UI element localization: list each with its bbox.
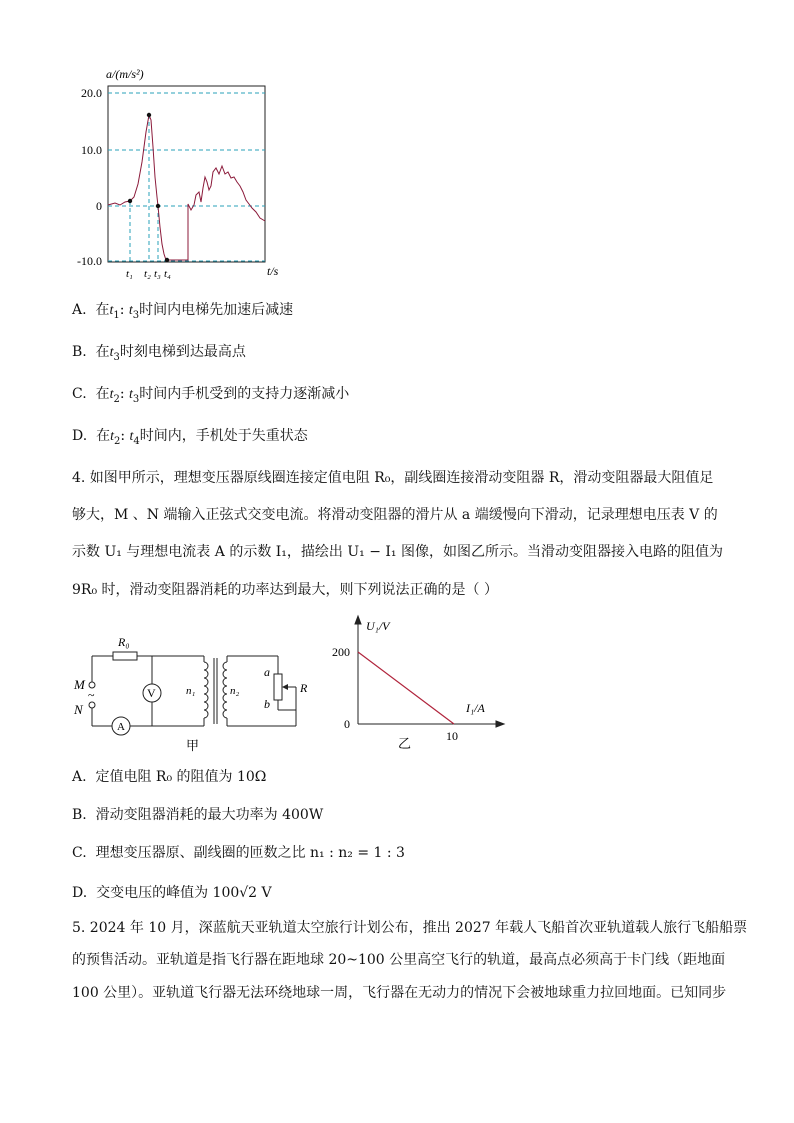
graph-y-value: 200 bbox=[332, 645, 350, 659]
q5-stem-line: 100 公里）。亚轨道飞行器无法环绕地球一周，飞行器在无动力的情况下会被地球重力拉回地面。已知同步 bbox=[72, 985, 727, 1001]
q4-option-c: C. 理想变压器原、副线圈的匝数之比 n₁ : n₂ = 1 : 3 bbox=[72, 845, 405, 861]
rheostat-end-b: b bbox=[264, 697, 270, 711]
y-tick-label: 10.0 bbox=[81, 143, 102, 157]
n2-label: n₂ bbox=[230, 685, 240, 697]
graph-y-label: U₁/V bbox=[366, 619, 390, 633]
y-axis-label: a/(m/s²) bbox=[106, 67, 144, 81]
q3-option-d: D. 在$t_2$: $t_4$时间内，手机处于失重状态 bbox=[72, 428, 308, 447]
n-terminal-label: N bbox=[74, 702, 83, 717]
t-label: t₄ bbox=[164, 268, 171, 280]
grid-lines bbox=[108, 93, 265, 262]
t-label: t₃ bbox=[154, 268, 161, 280]
q4-option-d: D. 交变电压的峰值为 100√2 V bbox=[72, 885, 272, 901]
q4-option-a: A. 定值电阻 R₀ 的阻值为 10Ω bbox=[72, 769, 267, 785]
point-t4 bbox=[165, 258, 169, 262]
point-t2 bbox=[147, 113, 151, 117]
x-axis-arrow bbox=[496, 721, 504, 727]
n1-label: n₁ bbox=[186, 685, 196, 697]
acceleration-curve bbox=[108, 115, 265, 260]
ammeter-label: A bbox=[117, 721, 125, 733]
circuit-caption: 甲 bbox=[186, 738, 200, 753]
acceleration-time-figure bbox=[60, 62, 300, 284]
t-label: t₂ bbox=[144, 268, 151, 280]
rheostat-label: R bbox=[300, 681, 308, 695]
q3-option-a: A. 在$t_1$: $t_3$时间内电梯先加速后减速 bbox=[72, 302, 294, 321]
y-tick-label: -10.0 bbox=[77, 254, 102, 268]
q4-stem-line: 示数 U₁ 与理想电流表 A 的示数 I₁，描绘出 U₁ − I₁ 图像，如图乙所示。当滑动变阻器接入电路的阻值为 bbox=[72, 544, 723, 560]
x-axis-label: t/s bbox=[267, 264, 279, 278]
y-tick-label: 0 bbox=[96, 199, 102, 213]
q5-stem-line: 的预售活动。亚轨道是指飞行器在距地球 20~100 公里高空飞行的轨道，最高点必须高于卡门线（距地面 bbox=[72, 952, 726, 968]
q3-option-b: B. 在$t_3$时刻电梯到达最高点 bbox=[72, 344, 246, 363]
plot-frame bbox=[108, 86, 265, 262]
graph-caption: 乙 bbox=[398, 736, 412, 751]
u1-i1-graph bbox=[330, 612, 510, 752]
graph-x-label: I₁/A bbox=[466, 701, 485, 715]
q3-option-c: C. 在$t_2$: $t_3$时间内手机受到的支持力逐渐减小 bbox=[72, 386, 350, 405]
circuit-diagram bbox=[70, 630, 320, 755]
r0-label: R₀ bbox=[118, 635, 130, 649]
t-label: t₁ bbox=[126, 268, 133, 280]
rheostat-end-a: a bbox=[264, 665, 270, 679]
q4-stem-line: 够大，M 、N 端输入正弦式交变电流。将滑动变阻器的滑片从 a 端缓慢向下滑动，记录理想电压表 V 的 bbox=[72, 507, 718, 523]
y-tick-label: 20.0 bbox=[81, 86, 102, 100]
data-line bbox=[358, 652, 454, 724]
q5-stem-line: 5. 2024 年 10 月，深蓝航天亚轨道太空旅行计划公布，推出 2027 年载人飞船首次亚轨道载人旅行飞船船票 bbox=[72, 920, 748, 936]
point-t1 bbox=[128, 199, 132, 203]
graph-x-value: 10 bbox=[446, 729, 458, 743]
y-axis-arrow bbox=[355, 616, 361, 624]
q4-stem-line: 9R₀ 时，滑动变阻器消耗的功率达到最大，则下列说法正确的是（ ） bbox=[72, 582, 498, 598]
m-terminal-label: M bbox=[74, 677, 85, 692]
point-t3 bbox=[156, 204, 160, 208]
voltmeter-label: V bbox=[147, 686, 156, 700]
graph-origin: 0 bbox=[344, 717, 350, 731]
q4-stem-line: 4. 如图甲所示，理想变压器原线圈连接定值电阻 R₀，副线圈连接滑动变阻器 R，滑动变阻器最大阻值足 bbox=[72, 470, 714, 486]
slider-arrow bbox=[282, 684, 288, 690]
q4-option-b: B. 滑动变阻器消耗的最大功率为 400W bbox=[72, 807, 324, 823]
ac-symbol: ~ bbox=[88, 688, 95, 702]
